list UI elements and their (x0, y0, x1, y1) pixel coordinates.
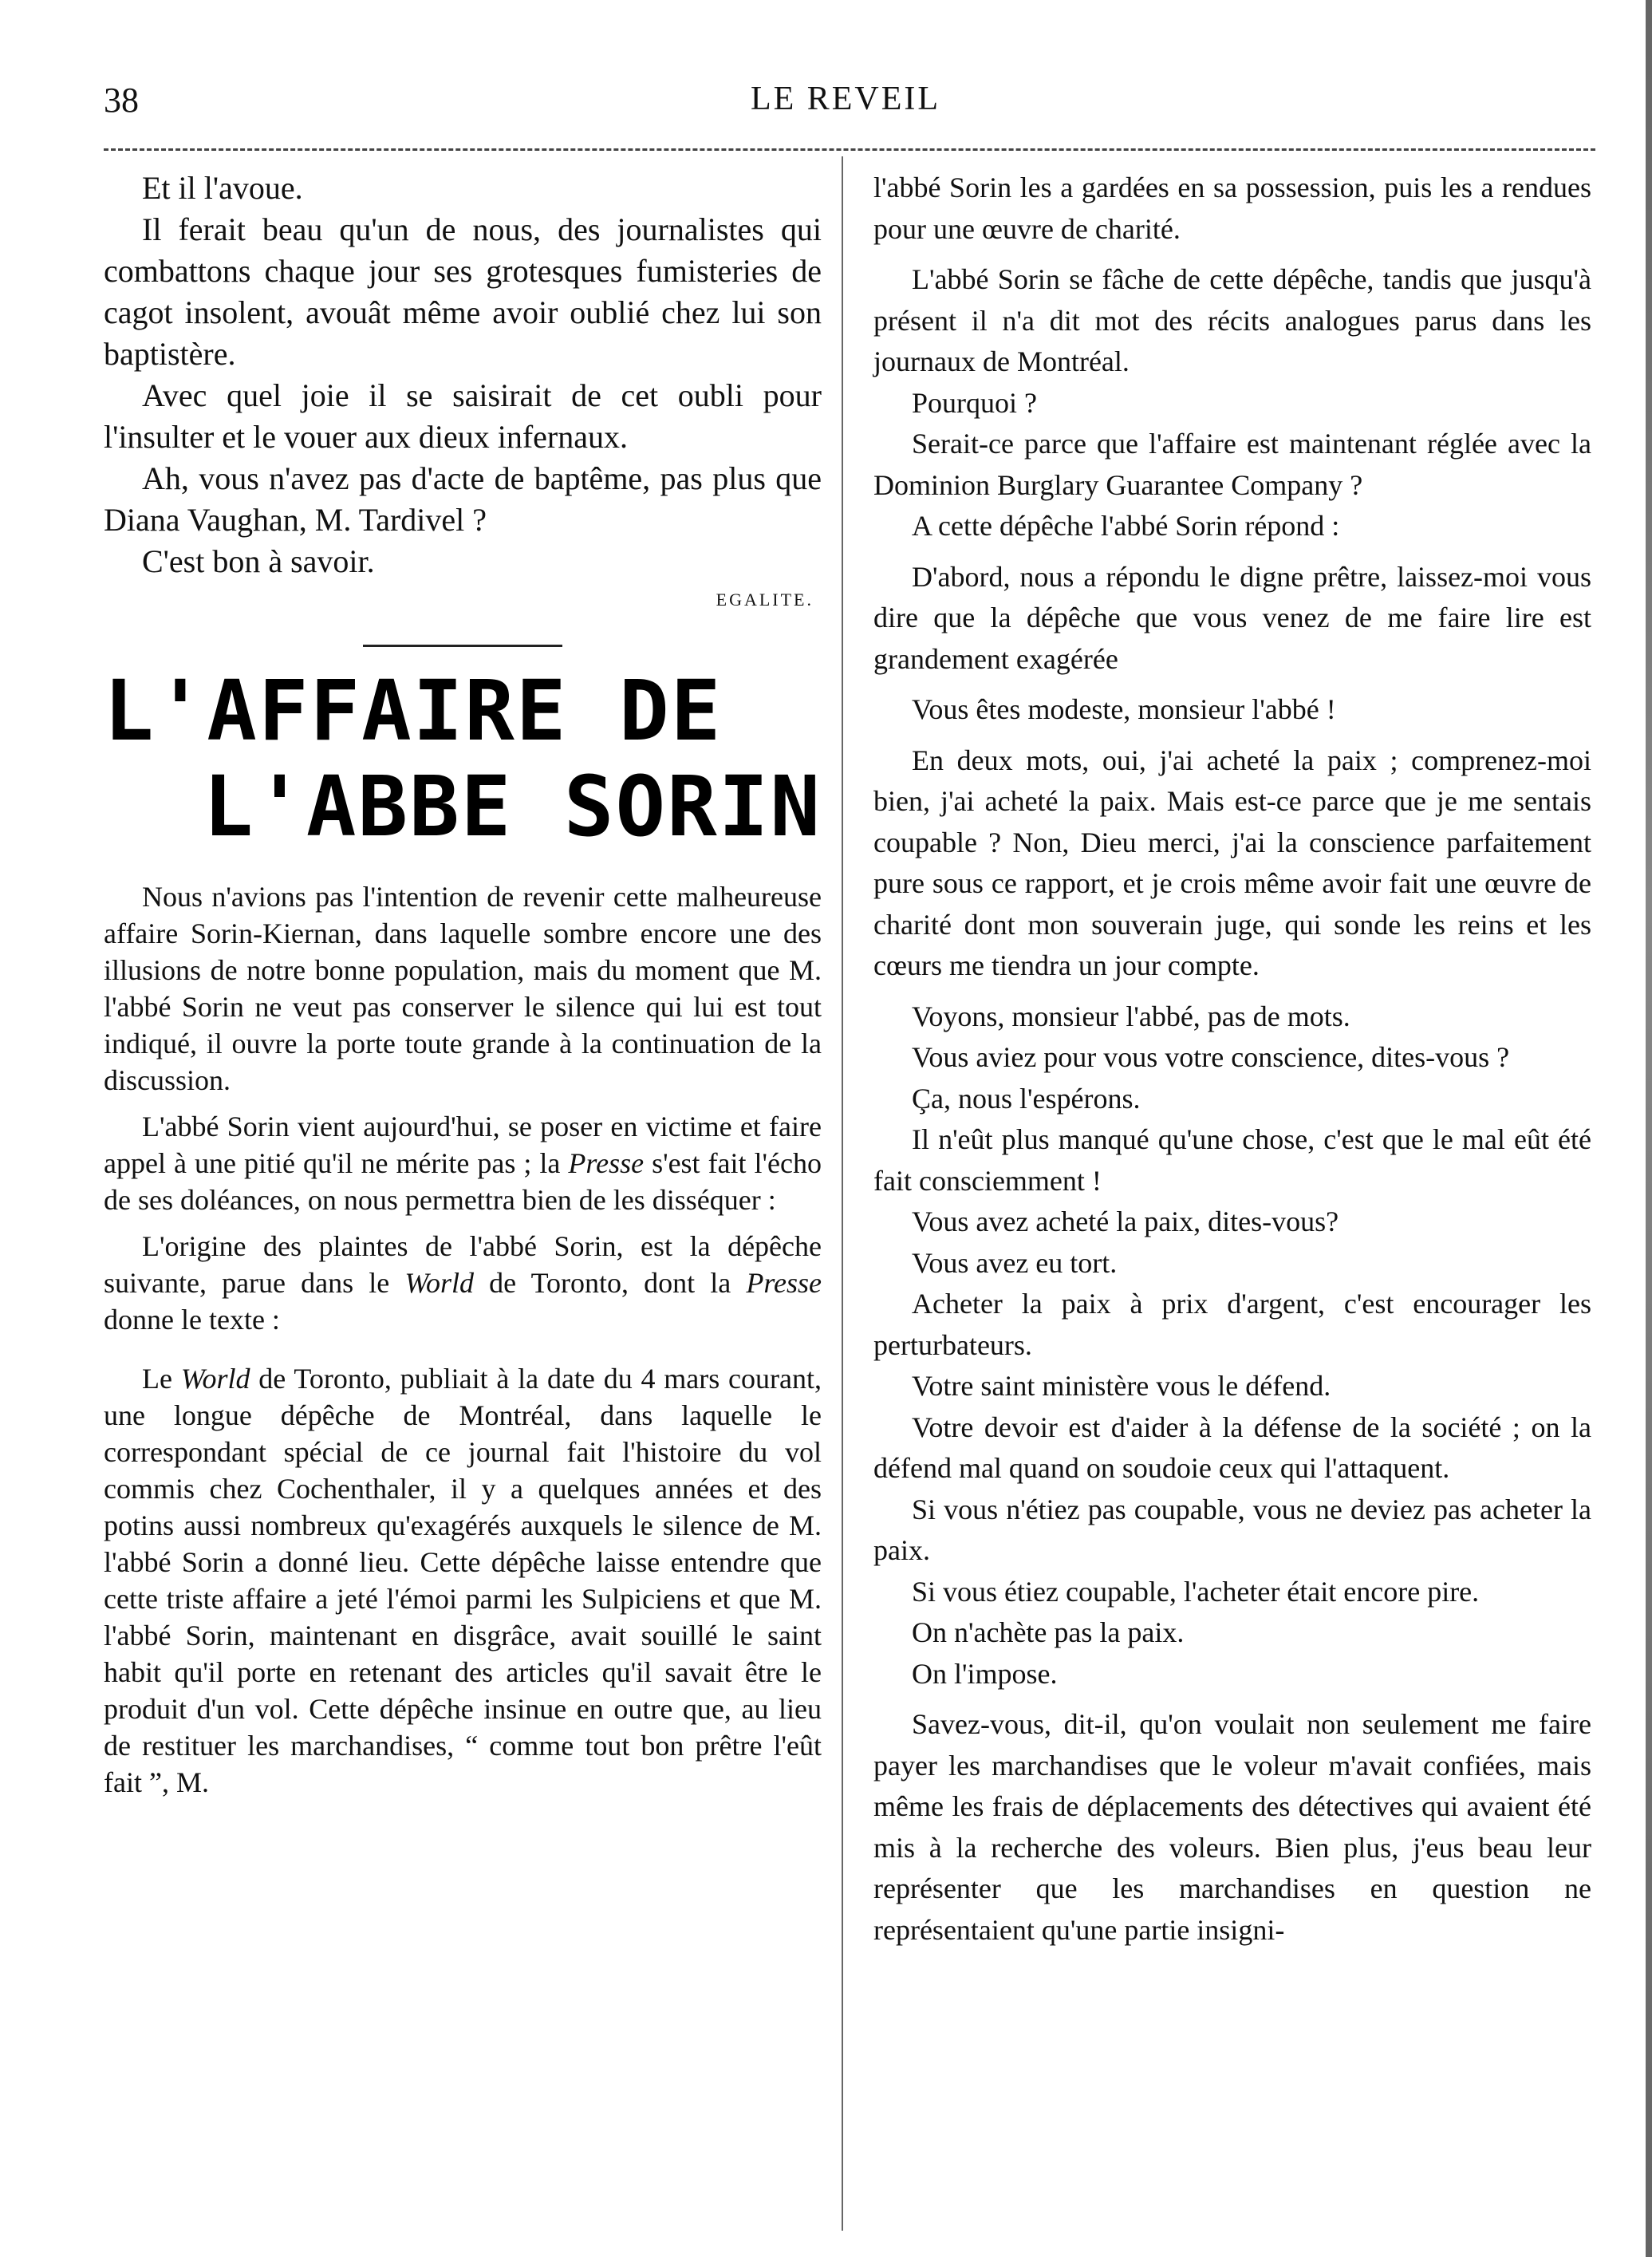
paragraph: On n'achète pas la paix. (912, 1616, 1185, 1648)
article-separator (363, 645, 562, 647)
text-run: L'origine des plaintes de l'abbé Sorin, est la dépêche suivante, parue dans le (104, 1230, 822, 1299)
publication-name: Presse (746, 1267, 822, 1299)
paragraph: Acheter la paix à prix d'argent, c'est encourager les perturbateurs. (873, 1288, 1591, 1361)
page-header (104, 80, 1587, 144)
paragraph: Serait-ce parce que l'affaire est maintenant réglée avec la Dominion Burglary Guarantee Company ? (873, 428, 1591, 501)
paragraph: Et il l'avoue. (142, 170, 303, 206)
right-column (873, 168, 1591, 1951)
paragraph: D'abord, nous a répondu le digne prêtre, laissez-moi vous dire que la dépêche que vous venez de me faire lire est grandement exagérée (873, 560, 1591, 675)
paragraph: Savez-vous, dit-il, qu'on voulait non seulement me faire payer les marchandises que le voleur m'avait confiées, mais même les frais de déplacements des détectives qui avaient été mis à la recherche des voleurs. Bien plus, j'eus beau leur représenter que les marchandises en question ne représentaient qu'une partie insigni- (873, 1708, 1591, 1946)
paragraph: Votre saint ministère vous le défend. (912, 1370, 1331, 1402)
column-divider (842, 156, 843, 2231)
page-number: 38 (104, 81, 139, 120)
header-divider (104, 148, 1595, 151)
paragraph: Vous êtes modeste, monsieur l'abbé ! (912, 693, 1336, 725)
headline-line-1: L'AFFAIRE DE (104, 662, 723, 760)
paragraph: C'est bon à savoir. (142, 543, 375, 579)
text-run: donne le texte : (104, 1304, 280, 1336)
publication-name: World (404, 1267, 475, 1299)
journal-title: LE REVEIL (750, 81, 941, 117)
text-run: L'abbé Sorin vient aujourd'hui, se poser en victime et faire appel à une pitié qu'il ne mérite pas ; la (104, 1111, 822, 1179)
text-run: Le (142, 1363, 181, 1395)
paragraph: Pourquoi ? (912, 386, 1037, 419)
text-run: de Toronto, dont la (474, 1267, 747, 1299)
paragraph: On l'impose. (912, 1657, 1058, 1690)
article-headline (104, 663, 822, 854)
paragraph: Votre devoir est d'aider à la défense de la société ; on la défend mal quand on soudoie ceux qui l'attaquent. (873, 1411, 1591, 1484)
paragraph: Ah, vous n'avez pas d'acte de baptême, pas plus que Diana Vaughan, M. Tardivel ? (104, 460, 822, 538)
paragraph: Vous aviez pour vous votre conscience, dites-vous ? (912, 1041, 1510, 1073)
paragraph: Il n'eût plus manqué qu'une chose, c'est que le mal eût été fait consciemment ! (873, 1123, 1591, 1197)
paragraph: Voyons, monsieur l'abbé, pas de mots. (912, 1000, 1350, 1032)
text-run: de Toronto, publiait à la date du 4 mars courant, une longue dépêche de Montréal, dans laquelle le correspondant spécial de ce journal fait l'histoire du vol commis chez Cochenthaler, il y a quelques années et des potins aussi nombreux qu'exagérés auxquels le silence de M. l'abbé Sorin a donné lieu. Cette dépêche laisse entendre que cette triste affaire a jeté l'émoi parmi les Sulpiciens et que M. l'abbé Sorin, maintenant en disgrâce, avait souillé le saint habit qu'il porte en retenant des articles qu'il savait être le produit d'un vol. Cette dépêche insinue en outre que, au lieu de restituer les marchandises, “ comme tout bon prêtre l'eût fait ”, M. (104, 1363, 822, 1798)
paragraph: A cette dépêche l'abbé Sorin répond : (912, 510, 1340, 542)
left-column (104, 168, 822, 1801)
quoted-dispatch (104, 1360, 822, 1801)
headline-line-2: L'ABBE SORIN (203, 758, 822, 855)
publication-name: Presse (568, 1147, 645, 1179)
paragraph: Nous n'avions pas l'intention de revenir cette malheureuse affaire Sorin-Kiernan, dans laquelle sombre encore une des illusions de notre bonne population, mais du moment que M. l'abbé Sorin ne veut pas conserver le silence qui lui est tout indiqué, il ouvre la porte toute grande à la continuation de la discussion. (104, 881, 822, 1096)
paragraph: Vous avez acheté la paix, dites-vous? (912, 1205, 1339, 1237)
paragraph: En deux mots, oui, j'ai acheté la paix ; comprenez-moi bien, j'ai acheté la paix. Mais est-ce parce que je me sentais coupable ? Non, Dieu merci, j'ai la conscience parfaitement pure sous ce rapport, et je crois même avoir fait une œuvre de charité dont mon souverain juge, qui sonde les reins et les cœurs me tiendra un jour compte. (873, 744, 1591, 981)
scan-edge (1646, 0, 1652, 2257)
paragraph: Il ferait beau qu'un de nous, des journalistes qui combattons chaque jour ses grotesques fumisteries de cagot insolent, avouât même avoir oublié chez lui son baptistère. (104, 211, 822, 372)
paragraph: Ça, nous l'espérons. (912, 1082, 1141, 1115)
paragraph: L'abbé Sorin se fâche de cette dépêche, tandis que jusqu'à présent il n'a dit mot des récits analogues parus dans les journaux de Montréal. (873, 263, 1591, 377)
paragraph: Si vous n'étiez pas coupable, vous ne deviez pas acheter la paix. (873, 1493, 1591, 1566)
article-byline: EGALITE. (716, 590, 814, 610)
paragraph: l'abbé Sorin les a gardées en sa possession, puis les a rendues pour une œuvre de charité. (873, 172, 1591, 245)
publication-name: World (180, 1363, 250, 1395)
paragraph: Si vous étiez coupable, l'acheter était encore pire. (912, 1575, 1480, 1608)
paragraph: Vous avez eu tort. (912, 1246, 1118, 1279)
text-run: s'est fait l'écho de ses doléances, on nous permettra bien de les disséquer : (104, 1147, 822, 1216)
paragraph (104, 1108, 822, 1218)
paragraph: Avec quel joie il se saisirait de cet oubli pour l'insulter et le vouer aux dieux infernaux. (104, 377, 822, 455)
paragraph (104, 1228, 822, 1338)
